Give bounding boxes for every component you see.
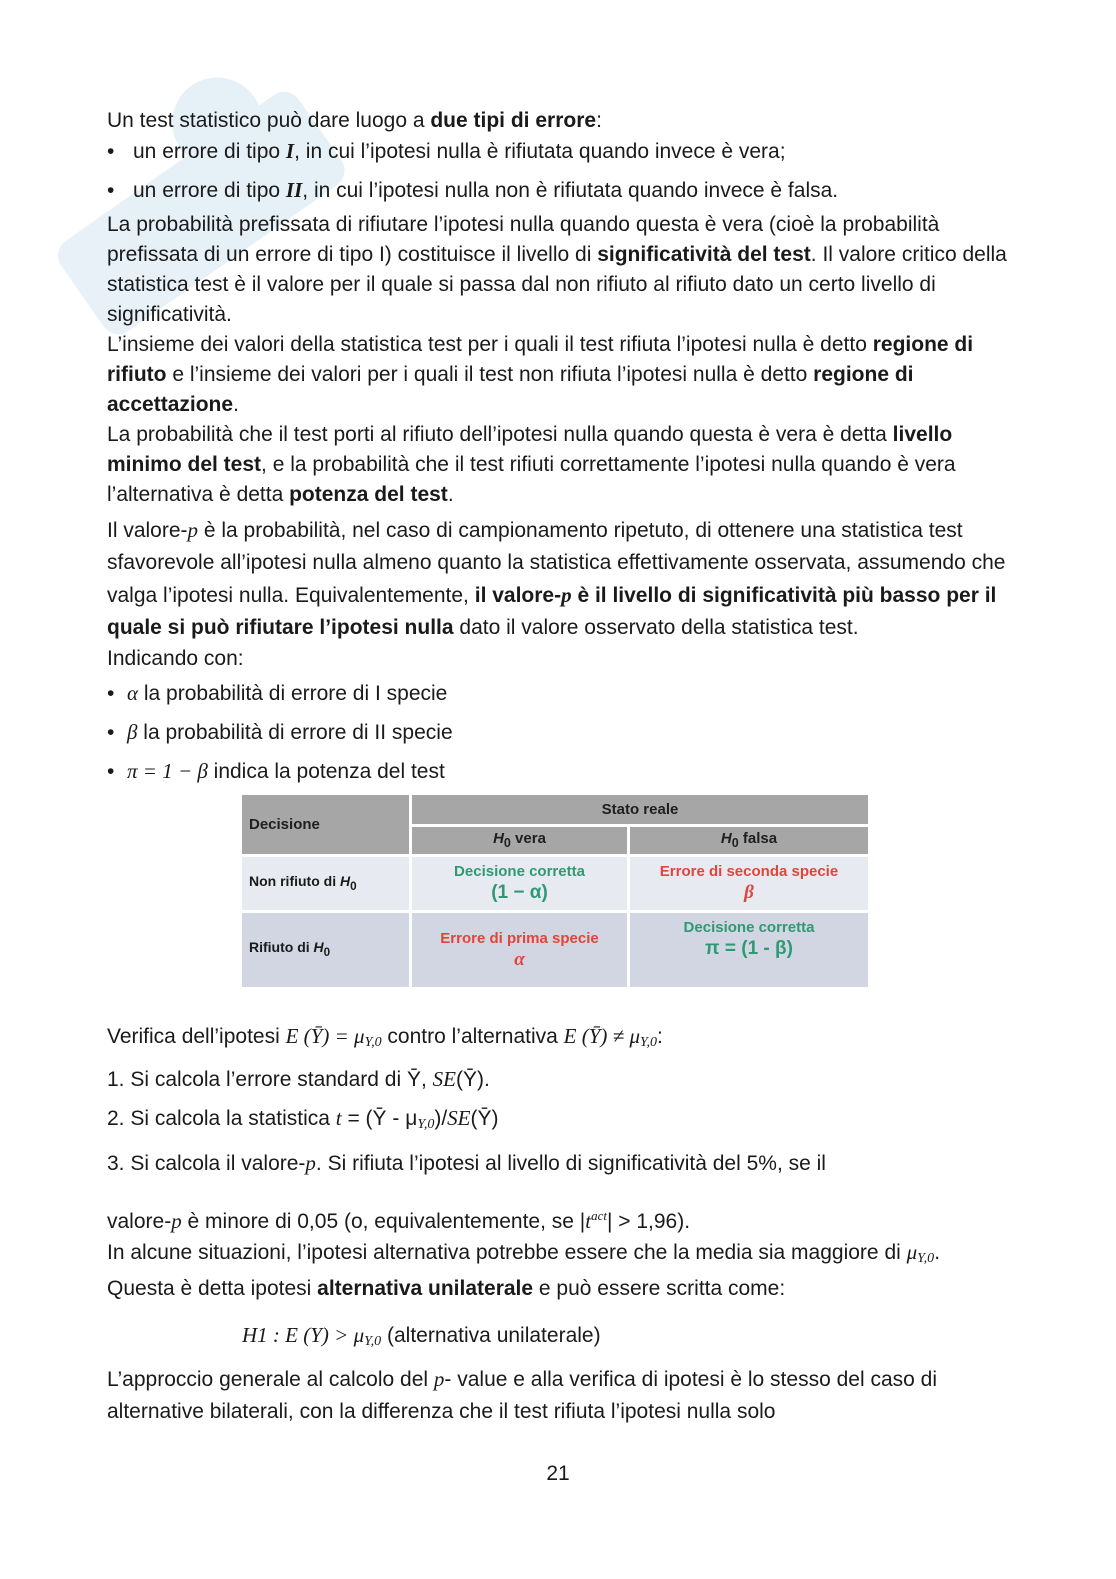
list-item [107,678,1007,709]
list-item [107,175,1007,206]
cell-title: Errore di seconda specie [659,863,839,880]
power-paragraph [107,420,1007,510]
bold-run: significatività del test [597,243,811,266]
text-run: . [233,393,239,416]
math-run: p [433,1367,445,1391]
subscript: Y,0 [364,1035,382,1050]
text-run: In alcune situazioni, l’ipotesi alternativa potrebbe essere che la media sia maggiore di [107,1241,907,1264]
indicando-line: Indicando con: [107,647,244,670]
math-run: H [720,829,732,847]
subscript: Y,0 [417,1117,435,1132]
math-run: H1 : E (Y) > μ [242,1323,365,1347]
text-run: (Ȳ) [470,1107,499,1130]
text-run: La probabilità prefissata di rifiutare l’ipotesi nulla quando questa è vera (cioè la probabilità prefissata di un errore di tipo I) costituisce il livello di [107,213,940,266]
math-run: p [561,583,572,607]
intro-text: Un test statistico può dare luogo a [107,109,431,132]
math-run: SE [447,1106,471,1130]
step-number: 2. [107,1107,125,1130]
text-run: . Questa è detta ipotesi [107,1241,941,1300]
header-h0-vera [412,827,630,857]
bullet-icon: • [107,682,115,705]
math-run: H [313,939,324,956]
bold-run: regione di accettazione [107,363,914,416]
math-run: t [585,1209,592,1233]
math-run: H [339,872,351,889]
text-run: e può essere scritta come: [533,1277,786,1300]
cell-decisione-corretta [630,913,868,987]
region-paragraph [107,330,1007,420]
text-run: L’insieme dei valori della statistica test per i quali il test rifiuta l’ipotesi nulla è detto [107,333,873,356]
step-number: 1. [107,1068,125,1091]
bold-run: regione di rifiuto [107,333,974,386]
subscript: 0 [323,945,331,959]
text-run: e l’insieme dei valori per i quali il test non rifiuta l’ipotesi nulla è detto [166,363,814,386]
text-run: . Il valore critico della statistica test è il valore per il quale si passa dal non rifiuto al rifiuto dato un certo livello di significatività. [107,243,1007,326]
bullet-icon: • [107,179,115,202]
decision-table [242,795,868,987]
text-run: - value e alla verifica di ipotesi è lo stesso del caso di alternative bilaterali, con la differenza che il test rifiuta l’ipotesi nulla solo [107,1368,937,1423]
bold-run: alternativa unilaterale [317,1277,534,1300]
text-run: dato il valore osservato della statistica test. [453,616,859,639]
text-run: = (Ȳ - μ [341,1107,418,1130]
header-stato-reale: Stato reale [412,795,868,827]
text-run: . Si rifiuta l’ipotesi al livello di significatività del 5%, se il [315,1152,826,1175]
bullet-icon: • [107,721,115,744]
step-2 [107,1103,1007,1140]
header-h0-falsa [630,827,868,857]
error-text-end: , in cui l’ipotesi nulla non è rifiutata quando invece è falsa. [302,179,839,202]
math-run: E (Ȳ) ≠ μ [563,1024,640,1048]
text-run: Non rifiuto di [249,872,340,889]
row-label-rifiuto [242,913,412,987]
text-run: (Ȳ). [455,1068,490,1091]
error-text: un errore di tipo [133,140,286,163]
error-text: un errore di tipo [133,179,286,202]
math-run: p [305,1151,316,1175]
step-3-continued [107,1201,1007,1237]
unilateral-paragraph [107,1237,1007,1304]
text-run: | > 1,96). [606,1210,691,1233]
step-3 [107,1148,1007,1179]
math-run: μ [906,1240,918,1264]
cell-value: π = (1 - β) [705,938,793,959]
text-run: la probabilità di errore di I specie [138,682,448,705]
math-run: π = 1 − β [127,759,208,783]
significance-paragraph [107,210,1007,330]
text-run: è minore di 0,05 (o, equivalentemente, se | [181,1210,586,1233]
math-run: β [127,720,138,744]
cell-value: β [744,882,754,903]
bold-run: potenza del test [289,483,448,506]
cell-title: Decisione corretta [683,919,815,936]
cell-title: Errore di prima specie [440,929,599,947]
subscript: Y,0 [364,1334,382,1349]
text-run: Rifiuto di [249,939,314,956]
math-run: SE [432,1067,456,1091]
list-item [107,717,1007,748]
bullet-icon: • [107,140,115,163]
subscript: 0 [731,835,739,850]
text-run: è la probabilità, nel caso di campionamento ripetuto, di ottenere una statistica test sfavorevole all’ipotesi nulla almeno quanto la statistica effettivamente osservata, assumendo che valga l’ipotesi nulla. Equivalentemente, [107,519,1006,607]
intro-text-end: : [596,109,602,132]
error-symbol: II [285,178,303,202]
cell-decisione-corretta [412,857,630,913]
verifica-line [107,1021,1007,1058]
text-run: Il valore- [107,519,188,542]
step-number: 3. [107,1152,125,1175]
text-run: . [447,483,454,506]
intro-bold: due tipi di errore [430,109,597,132]
math-run: α [127,681,139,705]
cell-errore-seconda [630,857,868,913]
text-run: Verifica dell’ipotesi [107,1025,286,1048]
text-run: Si calcola la statistica [124,1107,336,1130]
text-run: (alternativa unilaterale) [381,1324,601,1347]
text-run: )/ [434,1107,448,1130]
text-run: falsa [738,829,778,847]
subscript: 0 [503,835,511,850]
bold-run: è il livello di significatività più basso per il quale si può rifiutare l’ipotesi nulla [107,584,997,639]
text-run: La probabilità che il test porti al rifiuto dell’ipotesi nulla quando questa è vera è detta [107,423,893,446]
subscript: 0 [350,879,357,893]
error-symbol: I [285,139,295,163]
math-run: H [493,829,504,847]
bold-run: livello minimo del test [107,423,953,476]
text-run: indica la potenza del test [207,760,445,783]
cell-value: (1 − α) [491,882,548,903]
text-run: contro l’alternativa [381,1025,564,1048]
text-run: , e la probabilità che il test rifiuti correttamente l’ipotesi nulla quando è vera l’alternativa è detta [107,453,956,506]
intro-paragraph [107,106,1007,136]
math-run: E (Ȳ) = μ [285,1024,365,1048]
row-label-non-rifiuto [242,857,412,913]
text-run: vera [510,829,546,847]
h1-formula [107,1320,1007,1357]
math-run: p [171,1209,182,1233]
page-number: 21 [546,1462,570,1485]
step-1 [107,1064,1007,1095]
table-row [242,857,868,913]
cell-title: Decisione corretta [454,863,585,880]
superscript: act [591,1208,607,1223]
text-run: L’approccio generale al calcolo del [107,1368,434,1391]
math-run: t [335,1106,342,1130]
cell-errore-prima [412,913,630,987]
final-paragraph [107,1363,1007,1428]
text-run: la probabilità di errore di II specie [137,721,453,744]
subscript: Y,0 [917,1251,935,1266]
bold-run: il valore- [474,584,562,607]
subscript: Y,0 [639,1035,657,1050]
p-value-paragraph [107,514,1007,644]
error-text-end: , in cui l’ipotesi nulla è rifiutata quando invece è vera; [294,140,786,163]
math-run: p [187,518,199,542]
text-run: Si calcola l’errore standard di Ȳ, [124,1068,433,1091]
table-row [242,913,868,987]
text-run: valore- [107,1210,172,1233]
list-item [107,136,1007,167]
header-decisione: Decisione [242,795,412,857]
page-body [107,106,1007,1428]
bullet-icon: • [107,760,115,783]
text-run: Si calcola il valore- [124,1152,306,1175]
cell-value: α [514,948,525,970]
list-item [107,756,1007,787]
text-run: : [657,1025,663,1048]
